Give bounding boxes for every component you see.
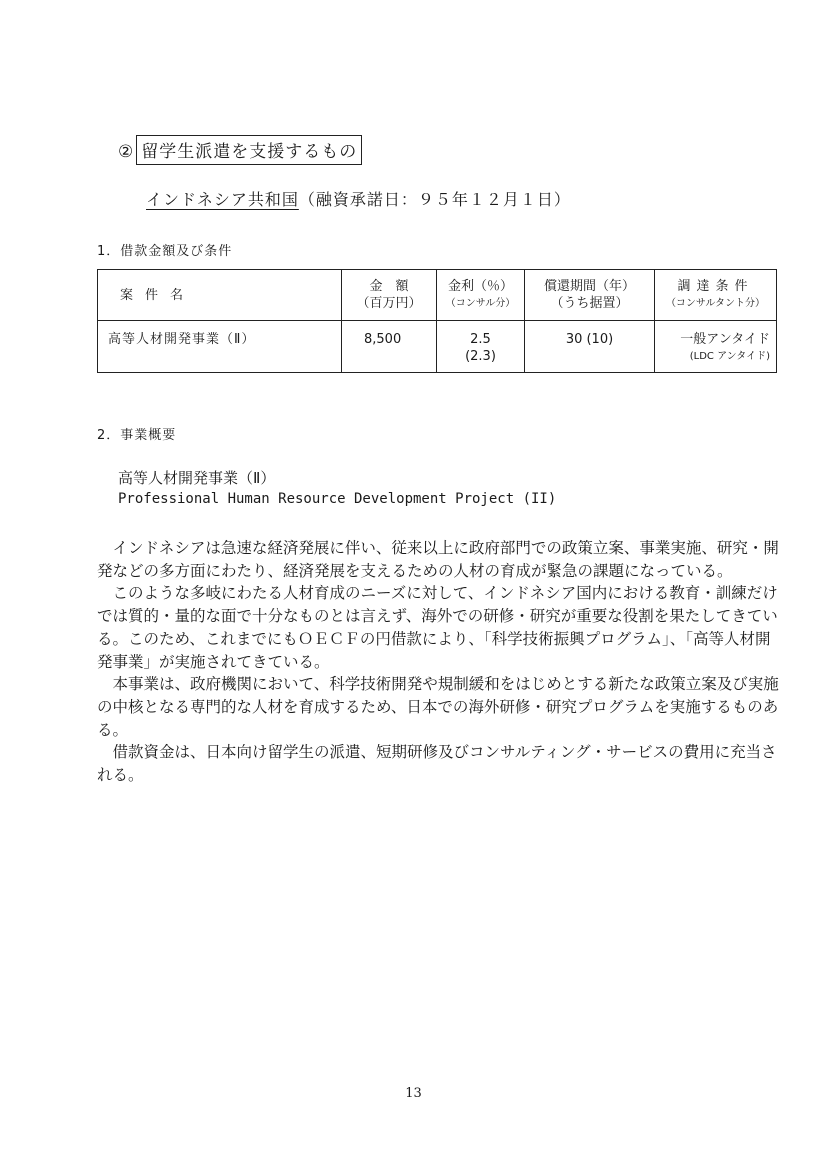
section-heading xyxy=(118,135,362,165)
country-name: インドネシア共和国 xyxy=(146,190,299,209)
paragraph: 本事業は、政府機関において、科学技術開発や規制緩和をはじめとする新たな政策立案及び実施の中核となる専門的な人材を育成するため、日本での海外研修・研究プログラムを実施するものある。 xyxy=(97,675,779,739)
overview-heading: 2．事業概要 xyxy=(97,428,177,443)
table-header-row xyxy=(98,270,777,321)
approval-date: （融資承諾日：９５年１２月１日） xyxy=(298,190,571,209)
project-title-jp: 高等人材開発事業（Ⅱ） xyxy=(118,469,276,487)
condition-cell: 一般アンタイド (LDC アンタイド) xyxy=(655,321,777,373)
loan-terms-heading: 1．借款金額及び条件 xyxy=(97,244,233,259)
header-rate: 金利（％） （コンサル分） xyxy=(437,270,525,321)
amount-cell: 8,500 xyxy=(342,321,437,373)
header-period: 償還期間（年） （うち据置） xyxy=(525,270,655,321)
section-number: ② xyxy=(118,142,135,162)
paragraph: インドネシアは急速な経済発展に伴い、従来以上に政府部門での政策立案、事業実施、研究・開発などの多方面にわたり、経済発展を支えるための人材の育成が緊急の課題になっている。 xyxy=(97,539,779,580)
header-amount: 金 額 （百万円） xyxy=(342,270,437,321)
paragraph: 借款資金は、日本向け留学生の派遣、短期研修及びコンサルティング・サービスの費用に充当される。 xyxy=(97,743,777,785)
header-name: 案件名 xyxy=(98,270,342,321)
rate-cell: 2.5 (2.3) xyxy=(437,321,525,373)
section-title: 留学生派遣を支援するもの xyxy=(136,135,362,165)
project-title-en: Professional Human Resource Development Project (II) xyxy=(118,491,557,507)
country-line xyxy=(146,187,571,210)
project-name-cell: 高等人材開発事業（Ⅱ） xyxy=(98,321,342,373)
loan-terms-table xyxy=(97,269,777,373)
header-condition: 調達条件 （コンサルタント分） xyxy=(655,270,777,321)
paragraph: このような多岐にわたる人材育成のニーズに対して、インドネシア国内における教育・訓練だけでは質的・量的な面で十分なものとは言えず、海外での研修・研究が重要な役割を果たしてきている。このため、これまでにもＯＥＣＦの円借款により、「科学技術振興プログラム」、「高等人材開発事業」が実施されてきている。 xyxy=(97,584,778,671)
table-row xyxy=(98,321,777,373)
period-cell: 30 (10) xyxy=(525,321,655,373)
overview-body xyxy=(97,537,781,787)
page-number: 13 xyxy=(405,1086,422,1101)
